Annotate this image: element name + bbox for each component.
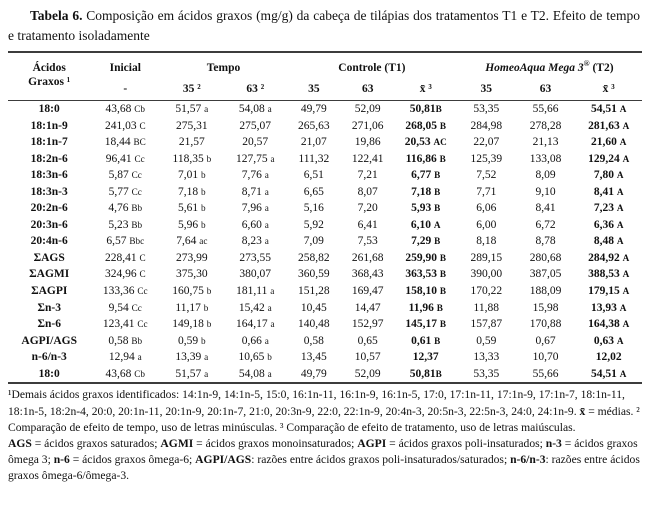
row-label: 20:2n-6 xyxy=(30,202,68,215)
table-cell: 13,93 A xyxy=(590,301,627,314)
table-cell: 188,09 xyxy=(529,285,562,298)
table-cell: 261,68 xyxy=(351,251,384,264)
table-cell: 7,64 ac xyxy=(176,235,208,248)
table-row xyxy=(8,217,642,234)
table-cell: 96,41 Cc xyxy=(105,152,145,165)
table-cell: 6,57 Bbc xyxy=(106,235,145,248)
table-cell: 7,29 B xyxy=(411,235,441,248)
table-cell: 10,65 b xyxy=(238,351,272,364)
table-cell: 278,28 xyxy=(529,119,562,132)
table-row xyxy=(8,333,642,350)
table-cell: 6,60 a xyxy=(241,218,269,231)
table-cell: 281,63 A xyxy=(588,119,630,132)
subheader-t1-63: 63 xyxy=(361,83,374,95)
row-label: ΣAGPI xyxy=(31,285,68,298)
table-cell: 129,24 A xyxy=(588,152,630,165)
table-cell: 387,05 xyxy=(529,268,562,281)
table-cell: 7,18 B xyxy=(411,185,441,198)
table-cell: 12,37 xyxy=(412,351,439,364)
table-cell: 258,82 xyxy=(298,251,330,264)
table-cell: 152,97 xyxy=(351,318,384,331)
table-cell: 15,98 xyxy=(532,301,559,314)
table-row xyxy=(8,101,642,118)
table-row xyxy=(8,300,642,317)
table-cell: 9,54 Cc xyxy=(108,301,142,314)
table-cell: 54,08 a xyxy=(238,103,272,115)
subheader-tempo-63: 63 ² xyxy=(246,83,265,95)
row-label: n-6/n-3 xyxy=(31,351,67,364)
table-cell: 125,39 xyxy=(470,152,503,165)
table-cell: 10,70 xyxy=(532,351,559,364)
table-cell: 7,76 a xyxy=(241,169,269,182)
table-cell: 179,15 A xyxy=(588,285,630,298)
table-row xyxy=(8,184,642,201)
table-cell: 284,92 A xyxy=(588,251,630,264)
table-cell: 8,48 A xyxy=(593,235,624,248)
table-cell: 0,58 xyxy=(303,334,324,347)
subheader-t1-mean: x̄ ³ xyxy=(419,83,432,95)
header-row-sub xyxy=(8,75,642,101)
table-cell: 0,59 xyxy=(476,334,497,347)
table-cell: 5,61 b xyxy=(178,202,206,215)
row-label: 20:3n-6 xyxy=(30,218,68,231)
table-cell: 157,87 xyxy=(470,318,503,331)
table-row xyxy=(8,266,642,283)
table-cell: 241,03 C xyxy=(104,119,146,132)
row-label: 18:0 xyxy=(38,367,60,380)
table-cell: 8,41 xyxy=(535,202,556,215)
subheader-t2-63: 63 xyxy=(539,83,552,95)
table-cell: 11,88 xyxy=(473,301,499,314)
table-cell: 20,53 AC xyxy=(404,136,447,149)
table-cell: 6,77 B xyxy=(411,169,441,182)
table-cell: 116,86 B xyxy=(405,152,446,165)
table-cell: 390,00 xyxy=(470,268,503,281)
table-row xyxy=(8,134,642,151)
row-label: AGPI/AGS xyxy=(21,334,77,347)
table-cell: 7,01 b xyxy=(178,169,206,182)
table-cell: 145,17 B xyxy=(405,318,447,331)
table-cell: 6,00 xyxy=(476,218,497,231)
homeoaqua-brand-name: HomeoAqua Mega 3 xyxy=(485,62,584,74)
table-cell: 133,08 xyxy=(529,152,562,165)
row-label: 18:1n-7 xyxy=(30,136,68,149)
table-cell: 280,68 xyxy=(529,251,562,264)
table-cell: 8,23 a xyxy=(241,235,269,248)
table-cell: 380,07 xyxy=(239,268,272,281)
table-cell: 265,63 xyxy=(298,119,330,132)
table-cell: 14,47 xyxy=(354,301,381,314)
table-cell: 7,09 xyxy=(303,235,324,248)
table-cell: 5,93 B xyxy=(411,202,441,215)
table-cell: 170,88 xyxy=(529,318,562,331)
table-cell: 21,13 xyxy=(532,136,559,149)
table-cell: 127,75 a xyxy=(235,152,275,165)
row-label: 18:1n-9 xyxy=(30,119,68,132)
table-cell: 0,58 Bb xyxy=(108,334,143,347)
table-cell: 0,61 B xyxy=(411,334,441,347)
table-cell: 284,98 xyxy=(470,119,503,132)
table-cell: 52,09 xyxy=(354,103,381,115)
col-group-controle-t1: Controle (T1) xyxy=(338,62,406,74)
table-cell: 5,23 Bb xyxy=(108,218,143,231)
table-cell: 6,65 xyxy=(303,185,324,198)
table-cell: 169,47 xyxy=(351,285,384,298)
table-cell: 273,55 xyxy=(239,251,272,264)
table-cell: 53,35 xyxy=(473,103,500,115)
table-cell: 43,68 Cb xyxy=(105,103,146,115)
table-cell: 7,80 A xyxy=(593,169,624,182)
table-cell: 6,41 xyxy=(357,218,378,231)
table-cell: 5,96 b xyxy=(178,218,206,231)
table-cell: 4,76 Bb xyxy=(108,202,143,215)
table-cell: 149,18 b xyxy=(172,318,212,331)
subheader-inicial-dash: - xyxy=(123,83,128,95)
table-cell: 6,51 xyxy=(303,169,324,182)
table-cell: 51,57 a xyxy=(175,367,209,380)
table-caption-number: Tabela 6. xyxy=(30,8,83,23)
table-cell: 164,38 A xyxy=(588,318,630,331)
col-group-tempo: Tempo xyxy=(206,62,241,74)
table-cell: 5,92 xyxy=(303,218,324,231)
table-cell: 259,90 B xyxy=(405,251,447,264)
table-cell: 275,31 xyxy=(176,119,208,132)
table-cell: 6,36 A xyxy=(593,218,624,231)
table-cell: 13,39 a xyxy=(175,351,209,364)
table-cell: 363,53 B xyxy=(405,268,447,281)
registered-trademark-symbol: ® xyxy=(583,59,590,69)
col-group-homeoaqua-t2 xyxy=(457,52,642,75)
table-cell: 10,57 xyxy=(354,351,381,364)
col-header-inicial: Inicial xyxy=(109,62,141,74)
table-row xyxy=(8,349,642,366)
table-cell: 271,06 xyxy=(351,119,384,132)
table-cell: 49,79 xyxy=(300,367,327,380)
table-cell: 10,45 xyxy=(300,301,327,314)
table-cell: 7,96 a xyxy=(241,202,269,215)
row-label: 18:3n-6 xyxy=(30,169,68,182)
table-cell: 275,07 xyxy=(239,119,272,132)
row-label: ΣAGS xyxy=(33,251,65,264)
table-cell: 43,68 Cb xyxy=(105,367,146,380)
table-cell: 170,22 xyxy=(470,285,503,298)
table-cell: 122,41 xyxy=(351,152,384,165)
table-cell: 6,06 xyxy=(476,202,497,215)
table-cell: 8,09 xyxy=(535,169,556,182)
table-cell: 8,78 xyxy=(535,235,556,248)
row-label: 18:2n-6 xyxy=(30,152,68,165)
table-row xyxy=(8,233,642,250)
col-header-acidos-graxos xyxy=(8,52,90,101)
table-row xyxy=(8,316,642,333)
table-cell: 228,41 C xyxy=(104,251,146,264)
col-header-acidos-line2: Graxos ¹ xyxy=(28,76,71,88)
table-cell: 388,53 A xyxy=(588,268,630,281)
table-cell: 21,60 A xyxy=(590,136,627,149)
row-label: 18:3n-3 xyxy=(30,185,68,198)
table-row xyxy=(8,200,642,217)
table-cell: 8,71 a xyxy=(241,185,269,198)
table-cell: 18,44 BC xyxy=(104,136,146,149)
table-cell: 0,63 A xyxy=(593,334,624,347)
footnote-1: ¹Demais ácidos graxos identificados: 14:1n-9, 14:1n-5, 15:0, 16:1n-11, 16:1n-9, 16:1n-5, 17:0, 17:1n-11, 17:1n-9, 17:1n-7, 18:1n-11, 18:1n-5, 18:2n-4, 20:0, 20:1n-11, 20:1n-9, 20:1n-7, 21:0, 20:3n-9, 22:0, 22:1n-9, 20:4n-3, 20:5n-3, 22:5n-3, 24:0, 24:1n-9. x̄ = médias. ² Comparação de efeito de tempo, uso de letras minúsculas. ³ Comparação de efeito de tratamento, uso de letras maiúsculas. xyxy=(8,388,640,434)
table-cell: 111,32 xyxy=(298,152,330,165)
table-cell: 54,51 A xyxy=(590,103,627,115)
table-cell: 8,18 xyxy=(476,235,497,248)
table-row xyxy=(8,151,642,168)
footnotes xyxy=(8,387,642,484)
table-cell: 7,53 xyxy=(357,235,378,248)
table-cell: 7,20 xyxy=(357,202,378,215)
table-cell: 0,67 xyxy=(535,334,556,347)
table-cell: 53,35 xyxy=(473,367,500,380)
table-cell: 158,10 B xyxy=(405,285,447,298)
table-cell: 8,07 xyxy=(357,185,378,198)
table-row xyxy=(8,283,642,300)
table-cell: 54,51 A xyxy=(590,367,627,380)
table-body xyxy=(8,101,642,384)
table-cell: 13,33 xyxy=(473,351,500,364)
footnote-2: AGS = ácidos graxos saturados; AGMI = ácidos graxos monoinsaturados; AGPI = ácidos graxos poli-insaturados; n-3 = ácidos graxos ômega 3; n-6 = ácidos graxos ômega-6; AGPI/AGS: razões entre ácidos graxos poli-insaturados/saturados; n-6/n-3: razões entre ácidos graxos ômega-6/ômega-3. xyxy=(8,436,640,483)
table-row xyxy=(8,118,642,135)
table-cell: 50,81B xyxy=(409,367,442,380)
table-cell: 7,21 xyxy=(357,169,378,182)
table-cell: 12,94 a xyxy=(108,351,142,364)
subheader-tempo-35: 35 ² xyxy=(182,83,201,95)
table-cell: 6,72 xyxy=(535,218,556,231)
table-cell: 22,07 xyxy=(473,136,500,149)
row-label: 18:0 xyxy=(38,103,60,115)
table-cell: 360,59 xyxy=(298,268,330,281)
table-cell: 19,86 xyxy=(354,136,381,149)
table-cell: 160,75 b xyxy=(172,285,212,298)
table-cell: 54,08 a xyxy=(238,367,272,380)
table-cell: 0,59 b xyxy=(178,334,206,347)
table-cell: 49,79 xyxy=(300,103,327,115)
table-cell: 7,18 b xyxy=(178,185,206,198)
row-label: Σn-6 xyxy=(37,318,61,331)
table-cell: 9,10 xyxy=(535,185,556,198)
table-cell: 5,87 Cc xyxy=(108,169,142,182)
table-caption-text: Composição em ácidos graxos (mg/g) da cabeça de tilápias dos tratamentos T1 e T2. Efeito de tempo e tratamento isoladamente xyxy=(8,8,640,43)
header-row-groups xyxy=(8,52,642,75)
subheader-t2-mean: x̄ ³ xyxy=(602,83,615,95)
table-cell: 15,42 a xyxy=(238,301,272,314)
table-cell: 21,57 xyxy=(178,136,205,149)
table-row xyxy=(8,250,642,267)
table-cell: 7,23 A xyxy=(593,202,624,215)
table-cell: 123,41 Cc xyxy=(102,318,148,331)
subheader-t2-35: 35 xyxy=(480,83,493,95)
homeoaqua-t2-suffix: (T2) xyxy=(589,62,614,74)
table-cell: 6,10 A xyxy=(410,218,441,231)
table-cell: 11,96 B xyxy=(408,301,443,314)
table-row xyxy=(8,366,642,384)
row-label: 20:4n-6 xyxy=(30,235,68,248)
table-cell: 5,77 Cc xyxy=(108,185,142,198)
table-row xyxy=(8,167,642,184)
table-cell: 52,09 xyxy=(354,367,381,380)
table-cell: 55,66 xyxy=(532,103,559,115)
table-cell: 13,45 xyxy=(300,351,327,364)
table-cell: 289,15 xyxy=(470,251,503,264)
table-cell: 151,28 xyxy=(298,285,330,298)
col-header-acidos-line1: Ácidos xyxy=(32,62,66,74)
table-cell: 12,02 xyxy=(595,351,622,364)
table-cell: 7,52 xyxy=(476,169,497,182)
row-label: ΣAGMI xyxy=(29,268,70,281)
table-cell: 118,35 b xyxy=(172,152,212,165)
table-cell: 50,81B xyxy=(409,103,442,115)
table-cell: 51,57 a xyxy=(175,103,209,115)
table-cell: 133,36 Cc xyxy=(102,285,148,298)
table-cell: 368,43 xyxy=(351,268,384,281)
table-cell: 55,66 xyxy=(532,367,559,380)
table-cell: 5,16 xyxy=(303,202,324,215)
row-label: Σn-3 xyxy=(37,301,61,314)
table-cell: 21,07 xyxy=(300,136,327,149)
table-cell: 11,17 b xyxy=(175,301,209,314)
table-cell: 0,66 a xyxy=(241,334,269,347)
table-cell: 268,05 B xyxy=(405,119,447,132)
table-cell: 0,65 xyxy=(357,334,378,347)
table-cell: 164,17 a xyxy=(235,318,275,331)
fatty-acid-table xyxy=(8,51,642,384)
table-cell: 140,48 xyxy=(298,318,330,331)
table-cell: 375,30 xyxy=(176,268,208,281)
table-cell: 324,96 C xyxy=(104,268,146,281)
subheader-t1-35: 35 xyxy=(308,83,320,95)
table-cell: 181,11 a xyxy=(236,285,275,298)
table-cell: 7,71 xyxy=(476,185,497,198)
table-cell: 20,57 xyxy=(242,136,269,149)
table-caption xyxy=(8,6,640,46)
table-cell: 273,99 xyxy=(176,251,208,264)
table-cell: 8,41 A xyxy=(593,185,624,198)
